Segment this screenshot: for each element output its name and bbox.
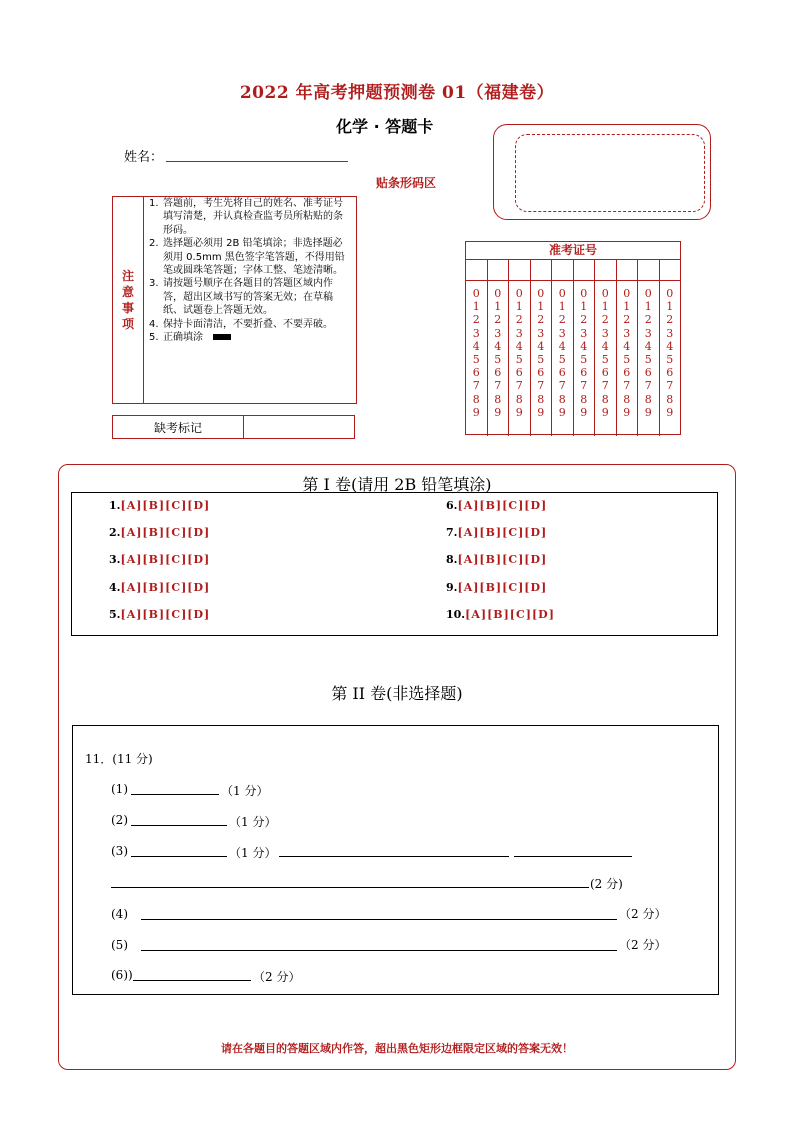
- absent-mark-label: 缺考标记: [113, 416, 244, 438]
- exam-digit-bubble[interactable]: 2: [623, 313, 631, 327]
- exam-number-write-cell[interactable]: [531, 260, 552, 281]
- part3-score-2: (2 分): [590, 877, 623, 891]
- exam-digit-bubble[interactable]: 7: [558, 379, 566, 393]
- question-options[interactable]: [A][B][C][D]: [120, 553, 211, 566]
- exam-digit-list: [509, 281, 530, 436]
- notice-list: [149, 197, 352, 344]
- question-row[interactable]: [109, 553, 210, 566]
- question-options[interactable]: [A][B][C][D]: [120, 526, 211, 539]
- exam-digit-bubble[interactable]: 8: [601, 392, 609, 406]
- exam-number-grid: [465, 241, 681, 435]
- exam-digit-bubble[interactable]: 4: [623, 339, 631, 353]
- exam-number-column: [531, 260, 553, 436]
- question-options[interactable]: [A][B][C][D]: [457, 499, 548, 512]
- filled-mark-example: [213, 334, 231, 340]
- question-options[interactable]: [A][B][C][D]: [465, 608, 555, 621]
- exam-digit-bubble[interactable]: 0: [494, 287, 502, 300]
- question-options[interactable]: [A][B][C][D]: [120, 608, 211, 621]
- notice-char: 意: [121, 285, 134, 299]
- exam-number-columns: [466, 260, 680, 436]
- exam-digit-bubble[interactable]: 2: [580, 313, 588, 327]
- notice-char: 项: [121, 317, 134, 331]
- exam-digit-bubble[interactable]: 2: [601, 313, 609, 327]
- notice-item: [149, 237, 352, 277]
- part6-answer-line[interactable]: [133, 980, 251, 981]
- exam-digit-bubble[interactable]: 7: [666, 379, 674, 393]
- question-row[interactable]: [446, 608, 555, 621]
- question-options[interactable]: [A][B][C][D]: [457, 553, 548, 566]
- exam-digit-bubble[interactable]: 3: [644, 326, 652, 340]
- part1-answer-line[interactable]: [131, 794, 219, 795]
- exam-digit-bubble[interactable]: 6: [666, 366, 674, 380]
- exam-digit-bubble[interactable]: 1: [537, 300, 545, 314]
- exam-digit-bubble[interactable]: 1: [666, 300, 674, 314]
- exam-digit-bubble[interactable]: 1: [601, 300, 609, 314]
- exam-digit-list: [488, 281, 509, 436]
- exam-digit-bubble[interactable]: 9: [558, 405, 566, 419]
- exam-digit-bubble[interactable]: 6: [644, 366, 652, 380]
- exam-number-write-cell[interactable]: [595, 260, 616, 281]
- exam-number-write-cell[interactable]: [574, 260, 595, 281]
- part3-answer-line-4[interactable]: [111, 887, 589, 888]
- exam-digit-list: [531, 281, 552, 436]
- exam-number-column: [509, 260, 531, 436]
- exam-digit-bubble[interactable]: 7: [644, 379, 652, 393]
- notice-item: [149, 318, 352, 331]
- notice-item-number: 5.: [149, 332, 159, 344]
- exam-digit-list: [574, 281, 595, 436]
- question-number: 2.: [109, 526, 121, 539]
- name-field[interactable]: [166, 161, 348, 162]
- exam-number-write-cell[interactable]: [466, 260, 487, 281]
- notice-item: [149, 197, 352, 237]
- exam-number-write-cell[interactable]: [552, 260, 573, 281]
- notice-item-text: 请按题号顺序在各题目的答题区域内作答，超出区域书写的答案无效；在草稿纸、试题卷上答题无效。: [163, 278, 333, 317]
- exam-digit-bubble[interactable]: 7: [515, 379, 523, 393]
- exam-digit-bubble[interactable]: 5: [644, 353, 652, 367]
- exam-digit-bubble[interactable]: 6: [537, 366, 545, 380]
- exam-number-title: 准考证号: [466, 242, 680, 260]
- section2-box: [72, 725, 719, 995]
- question-number: 1.: [109, 499, 121, 512]
- exam-digit-bubble[interactable]: 8: [537, 392, 545, 406]
- exam-digit-bubble[interactable]: 7: [623, 379, 631, 393]
- exam-digit-bubble[interactable]: 9: [537, 405, 545, 419]
- exam-digit-bubble[interactable]: 6: [580, 366, 588, 380]
- exam-digit-bubble[interactable]: 3: [623, 326, 631, 340]
- exam-digit-bubble[interactable]: 7: [601, 379, 609, 393]
- exam-digit-bubble[interactable]: 0: [472, 287, 480, 300]
- exam-digit-bubble[interactable]: 3: [515, 326, 523, 340]
- exam-digit-bubble[interactable]: 4: [558, 339, 566, 353]
- exam-digit-bubble[interactable]: 4: [537, 339, 545, 353]
- subject-subtitle: 化学 · 答题卡: [336, 117, 434, 136]
- question-number: 6.: [446, 499, 458, 512]
- exam-digit-bubble[interactable]: 3: [666, 326, 674, 340]
- exam-number-column: [488, 260, 510, 436]
- exam-digit-bubble[interactable]: 8: [580, 392, 588, 406]
- exam-digit-bubble[interactable]: 6: [623, 366, 631, 380]
- exam-number-column: [552, 260, 574, 436]
- notice-item: [149, 277, 352, 317]
- exam-digit-bubble[interactable]: 6: [494, 366, 502, 380]
- exam-digit-bubble[interactable]: 9: [666, 405, 674, 419]
- part1-label: (1): [111, 782, 128, 796]
- question-row[interactable]: [109, 608, 210, 621]
- notice-char: 注: [121, 269, 134, 283]
- part4-score: （2 分）: [619, 907, 667, 921]
- part5-score: （2 分）: [619, 938, 667, 952]
- exam-digit-bubble[interactable]: 9: [472, 405, 480, 419]
- question-number: 7.: [446, 526, 458, 539]
- exam-digit-bubble[interactable]: 7: [494, 379, 502, 393]
- barcode-sticker-zone[interactable]: [515, 134, 705, 212]
- exam-digit-bubble[interactable]: 9: [644, 405, 652, 419]
- part3-score: （1 分）: [229, 846, 277, 860]
- question-row[interactable]: [446, 499, 547, 512]
- exam-digit-bubble[interactable]: 2: [515, 313, 523, 327]
- notice-box: [112, 196, 357, 404]
- part3-label: (3): [111, 844, 128, 858]
- exam-digit-bubble[interactable]: 8: [494, 392, 502, 406]
- exam-digit-bubble[interactable]: 3: [537, 326, 545, 340]
- exam-digit-bubble[interactable]: 6: [515, 366, 523, 380]
- part3-answer-line-2[interactable]: [279, 856, 509, 857]
- exam-digit-bubble[interactable]: 4: [580, 339, 588, 353]
- question-number: 9.: [446, 581, 458, 594]
- exam-digit-bubble[interactable]: 2: [537, 313, 545, 327]
- exam-digit-bubble[interactable]: 4: [472, 339, 480, 353]
- exam-digit-bubble[interactable]: 7: [537, 379, 545, 393]
- exam-digit-bubble[interactable]: 5: [623, 353, 631, 367]
- exam-digit-list: [595, 281, 616, 436]
- exam-digit-bubble[interactable]: 2: [472, 313, 480, 327]
- exam-digit-bubble[interactable]: 9: [601, 405, 609, 419]
- exam-digit-bubble[interactable]: 8: [472, 392, 480, 406]
- exam-digit-bubble[interactable]: 5: [494, 353, 502, 367]
- exam-digit-bubble[interactable]: 2: [558, 313, 566, 327]
- absent-mark-box[interactable]: [244, 416, 354, 438]
- exam-digit-bubble[interactable]: 1: [580, 300, 588, 314]
- exam-number-write-cell[interactable]: [660, 260, 681, 281]
- exam-digit-bubble[interactable]: 6: [558, 366, 566, 380]
- part4-answer-line[interactable]: [141, 919, 617, 920]
- notice-item-text: 答题前，考生先将自己的姓名、准考证号填写清楚，并认真检查监考员所粘贴的条形码。: [163, 198, 343, 236]
- exam-digit-list: [638, 281, 659, 436]
- question-number: 5.: [109, 608, 121, 621]
- question-number: 10.: [446, 608, 466, 621]
- question-row[interactable]: [446, 526, 547, 539]
- exam-digit-bubble[interactable]: 4: [644, 339, 652, 353]
- exam-digit-bubble[interactable]: 8: [558, 392, 566, 406]
- exam-digit-bubble[interactable]: 5: [666, 353, 674, 367]
- exam-digit-list: [660, 281, 681, 436]
- exam-digit-bubble[interactable]: 9: [515, 405, 523, 419]
- exam-number-column: [574, 260, 596, 436]
- exam-digit-bubble[interactable]: 0: [666, 287, 674, 300]
- exam-digit-bubble[interactable]: 0: [558, 287, 566, 300]
- notice-item-number: 4.: [149, 318, 159, 330]
- exam-digit-bubble[interactable]: 5: [601, 353, 609, 367]
- barcode-label: 贴条形码区: [376, 176, 437, 190]
- exam-digit-bubble[interactable]: 8: [666, 392, 674, 406]
- exam-digit-bubble[interactable]: 2: [494, 313, 502, 327]
- notice-item-number: 3.: [149, 278, 159, 290]
- exam-digit-bubble[interactable]: 1: [515, 300, 523, 314]
- exam-digit-bubble[interactable]: 3: [472, 326, 480, 340]
- exam-number-column: [617, 260, 639, 436]
- notice-item-text: 选择题必须用 2B 铅笔填涂；非选择题必须用 0.5mm 黑色签字笔答题，不得用铅笔或圆珠笔答题；字体工整、笔迹清晰。: [163, 238, 345, 277]
- exam-digit-bubble[interactable]: 7: [580, 379, 588, 393]
- question-number: 3.: [109, 553, 121, 566]
- part2-score: （1 分）: [229, 815, 277, 829]
- exam-number-column: [595, 260, 617, 436]
- notice-item-text: 保持卡面清洁，不要折叠、不要弄破。: [163, 318, 333, 330]
- exam-digit-bubble[interactable]: 3: [558, 326, 566, 340]
- section1-box: [71, 492, 718, 636]
- exam-digit-bubble[interactable]: 0: [601, 287, 609, 300]
- question-options[interactable]: [A][B][C][D]: [120, 581, 211, 594]
- exam-digit-list: [552, 281, 573, 436]
- exam-digit-bubble[interactable]: 2: [666, 313, 674, 327]
- exam-digit-bubble[interactable]: 4: [666, 339, 674, 353]
- part2-label: (2): [111, 813, 128, 827]
- part2-answer-line[interactable]: [131, 825, 227, 826]
- exam-number-write-cell[interactable]: [509, 260, 530, 281]
- name-label: 姓名：: [124, 150, 164, 165]
- exam-digit-bubble[interactable]: 1: [494, 300, 502, 314]
- exam-digit-bubble[interactable]: 1: [623, 300, 631, 314]
- notice-char: 事: [121, 301, 134, 315]
- notice-item-number: 2.: [149, 238, 159, 250]
- exam-digit-bubble[interactable]: 7: [472, 379, 480, 393]
- part5-label: (5): [111, 938, 128, 952]
- exam-digit-bubble[interactable]: 6: [601, 366, 609, 380]
- notice-side-label: [113, 197, 144, 403]
- exam-digit-bubble[interactable]: 9: [623, 405, 631, 419]
- q11-header: 11．(11 分): [85, 752, 153, 766]
- exam-digit-bubble[interactable]: 5: [515, 353, 523, 367]
- exam-number-column: [638, 260, 660, 436]
- part6-label: (6)): [111, 968, 133, 982]
- exam-digit-bubble[interactable]: 1: [558, 300, 566, 314]
- part4-label: (4): [111, 907, 128, 921]
- question-number: 8.: [446, 553, 458, 566]
- exam-digit-bubble[interactable]: 0: [623, 287, 631, 300]
- absent-mark-row: [112, 415, 355, 439]
- exam-digit-bubble[interactable]: 4: [494, 339, 502, 353]
- exam-digit-bubble[interactable]: 6: [472, 366, 480, 380]
- exam-digit-bubble[interactable]: 3: [601, 326, 609, 340]
- question-number: 4.: [109, 581, 121, 594]
- question-options[interactable]: [A][B][C][D]: [457, 581, 548, 594]
- section2-title: 第 II 卷(非选择题): [331, 684, 463, 703]
- exam-digit-bubble[interactable]: 4: [515, 339, 523, 353]
- question-row[interactable]: [109, 526, 210, 539]
- exam-digit-bubble[interactable]: 8: [644, 392, 652, 406]
- exam-digit-bubble[interactable]: 3: [580, 326, 588, 340]
- exam-digit-bubble[interactable]: 0: [644, 287, 652, 300]
- exam-digit-bubble[interactable]: 5: [537, 353, 545, 367]
- exam-digit-bubble[interactable]: 5: [580, 353, 588, 367]
- exam-digit-bubble[interactable]: 1: [644, 300, 652, 314]
- exam-digit-list: [617, 281, 638, 436]
- exam-number-write-cell[interactable]: [638, 260, 659, 281]
- exam-digit-bubble[interactable]: 4: [601, 339, 609, 353]
- exam-number-column: [660, 260, 681, 436]
- footer-warning: 请在各题目的答题区域内作答，超出黑色矩形边框限定区域的答案无效！: [221, 1042, 573, 1055]
- exam-digit-bubble[interactable]: 5: [472, 353, 480, 367]
- part6-score: （2 分）: [253, 970, 301, 984]
- exam-digit-bubble[interactable]: 2: [644, 313, 652, 327]
- page-title: 2022 年高考押题预测卷 01（福建卷）: [239, 83, 555, 103]
- exam-digit-bubble[interactable]: 8: [515, 392, 523, 406]
- exam-digit-bubble[interactable]: 8: [623, 392, 631, 406]
- exam-number-column: [466, 260, 488, 436]
- exam-digit-bubble[interactable]: 0: [580, 287, 588, 300]
- exam-digit-bubble[interactable]: 1: [472, 300, 480, 314]
- notice-item: [149, 331, 352, 344]
- notice-item-number: 1.: [149, 198, 159, 209]
- section1-title: 第 I 卷(请用 2B 铅笔填涂): [302, 475, 492, 494]
- question-row[interactable]: [109, 499, 210, 512]
- question-options[interactable]: [A][B][C][D]: [457, 526, 548, 539]
- question-row[interactable]: [446, 553, 547, 566]
- part1-score: （1 分）: [221, 784, 269, 798]
- exam-number-write-cell[interactable]: [488, 260, 509, 281]
- question-row[interactable]: [109, 581, 210, 594]
- part3-answer-line-3[interactable]: [514, 856, 632, 857]
- question-options[interactable]: [A][B][C][D]: [120, 499, 211, 512]
- question-row[interactable]: [446, 581, 547, 594]
- exam-digit-bubble[interactable]: 3: [494, 326, 502, 340]
- part5-answer-line[interactable]: [141, 950, 617, 951]
- exam-digit-bubble[interactable]: 9: [494, 405, 502, 419]
- exam-number-write-cell[interactable]: [617, 260, 638, 281]
- exam-digit-bubble[interactable]: 0: [515, 287, 523, 300]
- part3-answer-line[interactable]: [131, 856, 227, 857]
- notice-item-text: 正确填涂: [163, 332, 203, 344]
- exam-digit-bubble[interactable]: 5: [558, 353, 566, 367]
- exam-digit-list: [466, 281, 487, 436]
- exam-digit-bubble[interactable]: 9: [580, 405, 588, 419]
- exam-digit-bubble[interactable]: 0: [537, 287, 545, 300]
